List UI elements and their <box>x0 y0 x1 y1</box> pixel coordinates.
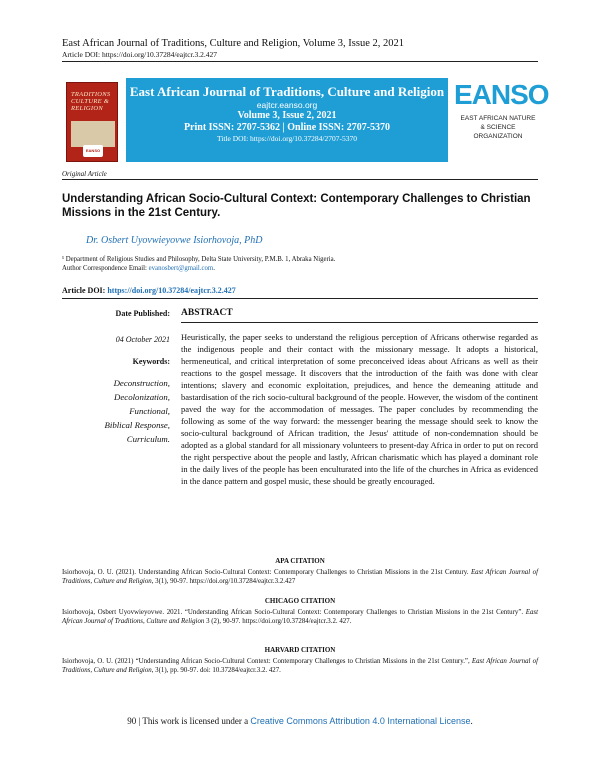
title-doi[interactable]: Title DOI: https://doi.org/10.37284/2707-5370 <box>216 134 357 143</box>
divider <box>181 322 538 323</box>
citation-heading: APA CITATION <box>275 557 325 565</box>
keyword: Curriculum. <box>126 434 170 444</box>
cover-logo: EANSO <box>83 145 103 157</box>
header-rule <box>62 61 538 62</box>
citation-part: Isiorhovoja, O. U. (2021) “Understanding African Socio-Cultural Context: Contemporary Challenges to Christian Missions in the 21st Century.”, <box>62 658 472 665</box>
chicago-citation <box>62 597 538 626</box>
affiliation-block <box>62 255 538 273</box>
article-title: Understanding African Socio-Cultural Context: Contemporary Challenges to Christian Missions in the 21st Century. <box>62 193 531 219</box>
doi-link[interactable]: https://doi.org/10.37284/eajtcr.3.2.427 <box>107 286 236 295</box>
divider <box>62 298 538 299</box>
license-end: . <box>470 716 473 726</box>
keyword: Decolonization, <box>114 392 170 402</box>
citation-part: 3 (2), 90-97. https://doi.org/10.37284/eajtcr.3.2. 427. <box>204 618 352 625</box>
page-footer <box>62 716 538 726</box>
abstract-heading: ABSTRACT <box>181 308 233 318</box>
citation-text <box>62 657 538 675</box>
citation-journal: East African Journal of Traditions, Culture and Religion <box>62 609 538 625</box>
citation-part: Isiorhovoja, Osbert Uyovwieyovwe. 2021. “Understanding African Socio-Cultural Context: Contemporary Challenges to Christian Missions in the 21st Century”. <box>62 609 526 616</box>
article-doi <box>62 286 236 295</box>
correspondence <box>62 264 538 273</box>
running-header <box>62 38 538 62</box>
citation-text <box>62 608 538 626</box>
journal-info-box <box>126 78 448 162</box>
date-label: Date Published: <box>115 309 170 318</box>
page-number: 90 <box>127 716 137 726</box>
email-link[interactable]: evanosbert@gmail.com <box>148 265 214 272</box>
license-link[interactable]: Creative Commons Attribution 4.0 International License <box>250 716 471 726</box>
apa-citation <box>62 557 538 586</box>
cover-artwork <box>71 121 115 147</box>
abstract-text: Heuristically, the paper seeks to understand the religious perception of Africans otherwise regarded as the indigenous people and their contact with the missionary message. It adopts a historical, hermeneutical, and critical interpretation of some preconceived ideas about Africans as well as their reactions to the gospel message. It discovers that the introduction of the faith was done with clear intentions; slavery and economic exploitation, prejudices, and hence the demeaning attitude and bastardisation of the rich socio-cultural background of the people. However, the wisdom of the continent paved the way for the accommodation of messages. The paper concludes by recommending the following as some of the way forward: the messenger bearing the message should seek to know the socio-cultural background of African tradition, the Jesus' attitude of non-condemnation should be adopted as a global standard for all missionary volunteers to present-day Africa in order to put on record the right perspective about the people and lastly, African charismatic which has played a dominant role in the daily lives of the people has been enculturated into the life of the churches in Africa as evidenced in the dance pattern and gospel music, these should be greatly encouraged. <box>181 332 538 486</box>
journal-volume: Volume 3, Issue 2, 2021 <box>237 110 337 121</box>
affiliation: ¹ Department of Religious Studies and Philosophy, Delta State University, P.M.B. 1, Abraka Nigeria. <box>62 256 336 263</box>
article-type: Original Article <box>62 170 107 178</box>
keywords-list <box>62 376 170 446</box>
journal-issn: Print ISSN: 2707-5362 | Online ISSN: 2707-5370 <box>183 122 391 133</box>
org-name: EAST AFRICAN NATURE & SCIENCE ORGANIZATION <box>460 115 536 140</box>
citation-part: , 3(1), 90-97. https://doi.org/10.37284/eajtcr.3.2.427 <box>151 578 296 585</box>
journal-line: East African Journal of Traditions, Culture and Religion, Volume 3, Issue 2, 2021 <box>62 38 405 49</box>
journal-cover-image <box>66 82 118 162</box>
correspondence-label: Author Correspondence Email: <box>62 265 149 272</box>
doi-label: Article DOI: <box>62 286 108 295</box>
date-published: 04 October 2021 <box>115 335 170 344</box>
keywords-label: Keywords: <box>132 357 170 366</box>
citation-journal: East African Journal of Traditions, Culture and Religion <box>62 658 539 674</box>
citation-text <box>62 568 538 586</box>
author-name: Dr. Osbert Uyovwieyovwe Isiorhovoja, PhD <box>86 235 263 246</box>
citation-part: Isiorhovoja, O. U. (2021). Understanding African Socio-Cultural Context: Contemporary Challenges to Christian Missions in the 21st Century. <box>62 569 471 576</box>
harvard-citation <box>62 646 538 675</box>
citation-part: , 3(1), pp. 90-97. doi: 10.37284/eajtcr.3.2. 427. <box>151 667 281 674</box>
eanso-logo <box>454 79 549 141</box>
journal-banner <box>62 78 549 162</box>
keyword: Functional, <box>129 406 170 416</box>
article-meta <box>62 308 170 446</box>
cover-title: TRADITIONS CULTURE & RELIGION <box>71 91 111 112</box>
eanso-logo-text: EANSO <box>454 79 549 110</box>
citation-journal: East African Journal of Traditions, Culture and Religion <box>62 569 538 585</box>
citation-heading: CHICAGO CITATION <box>264 597 336 605</box>
keyword: Deconstruction, <box>113 378 170 388</box>
article-doi-line: Article DOI: https://doi.org/10.37284/eajtcr.3.2.427 <box>62 50 218 59</box>
license-text: This work is licensed under a <box>142 716 251 726</box>
citation-heading: HARVARD CITATION <box>264 646 336 654</box>
journal-url[interactable]: eajtcr.eanso.org <box>256 100 318 110</box>
keyword: Biblical Response, <box>104 420 170 430</box>
correspondence-end: . <box>213 265 215 272</box>
journal-title: East African Journal of Traditions, Culture and Religion <box>129 84 445 99</box>
divider <box>62 179 538 180</box>
footer-separator: | <box>136 716 143 726</box>
